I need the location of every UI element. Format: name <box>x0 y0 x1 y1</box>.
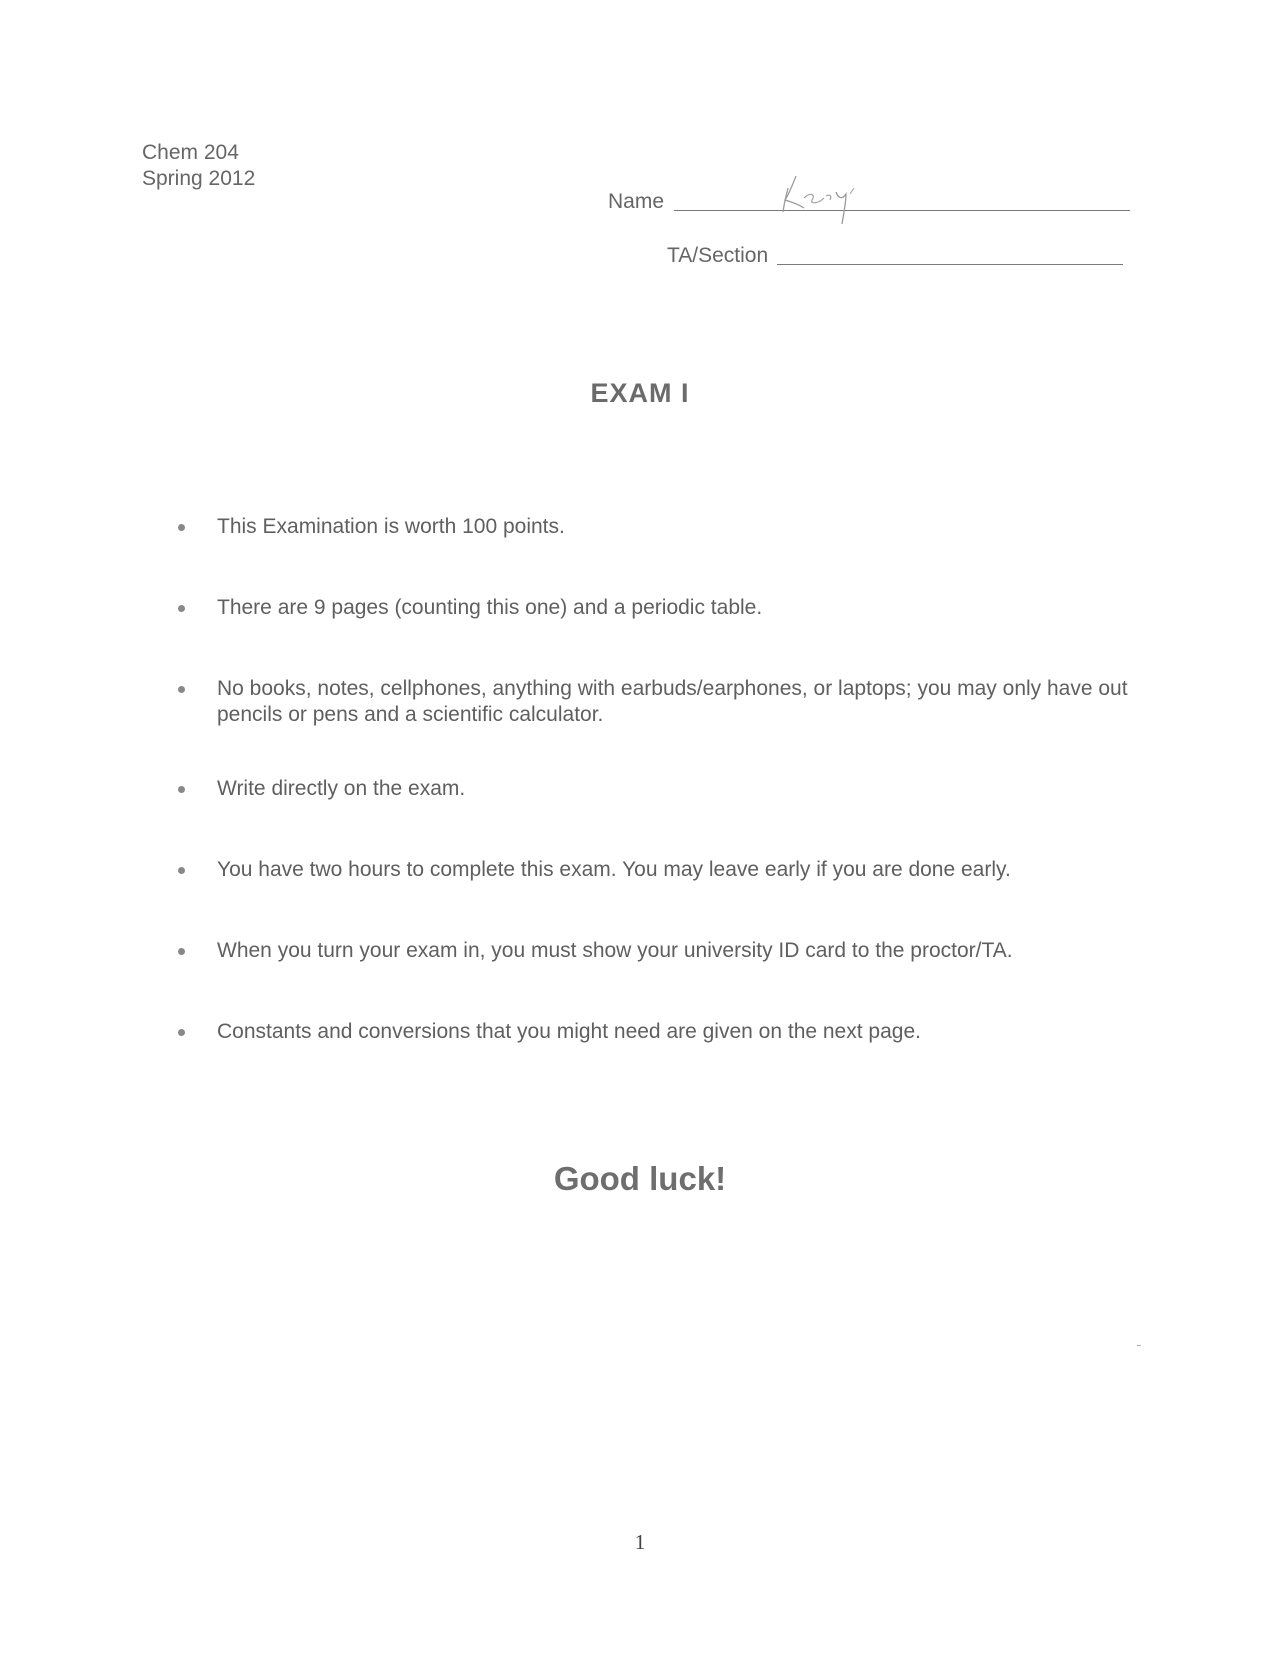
instruction-item <box>178 514 1138 540</box>
instructions-list <box>178 514 1138 1100</box>
instruction-item <box>178 676 1138 728</box>
name-field <box>608 190 664 214</box>
instruction-item <box>178 938 1138 964</box>
ta-section-line <box>777 264 1123 265</box>
instruction-text: No books, notes, cellphones, anything with earbuds/earphones, or laptops; you may only have out pencils or pens and a scientific calculator. <box>217 677 1128 726</box>
instruction-text: You have two hours to complete this exam. You may leave early if you are done early. <box>217 858 1011 881</box>
handwritten-key-signature <box>770 158 880 228</box>
name-label: Name <box>608 190 665 213</box>
instruction-item <box>178 857 1138 883</box>
course-name: Chem 204 <box>142 141 239 164</box>
instruction-text: When you turn your exam in, you must show your university ID card to the proctor/TA. <box>217 939 1013 962</box>
bullet-icon <box>178 786 185 793</box>
bullet-icon <box>178 867 185 874</box>
instruction-item <box>178 776 1138 802</box>
instruction-item <box>178 1019 1138 1045</box>
ta-section-field <box>667 244 768 268</box>
instruction-item <box>178 595 1138 621</box>
course-term: Spring 2012 <box>142 167 256 190</box>
course-info <box>142 140 255 192</box>
page-number: 1 <box>634 1530 646 1554</box>
instruction-text: Write directly on the exam. <box>217 777 466 800</box>
bullet-icon <box>178 524 185 531</box>
scan-speck <box>1137 1345 1141 1346</box>
bullet-icon <box>178 948 185 955</box>
name-line <box>674 210 1130 211</box>
instruction-text: This Examination is worth 100 points. <box>217 515 565 538</box>
bullet-icon <box>178 686 185 693</box>
ta-section-label: TA/Section <box>667 244 769 267</box>
instruction-text: Constants and conversions that you might need are given on the next page. <box>217 1020 921 1043</box>
exam-title: EXAM I <box>590 378 690 408</box>
bullet-icon <box>178 605 185 612</box>
bullet-icon <box>178 1029 185 1036</box>
instruction-text: There are 9 pages (counting this one) and a periodic table. <box>217 596 763 619</box>
good-luck-message: Good luck! <box>553 1160 727 1197</box>
